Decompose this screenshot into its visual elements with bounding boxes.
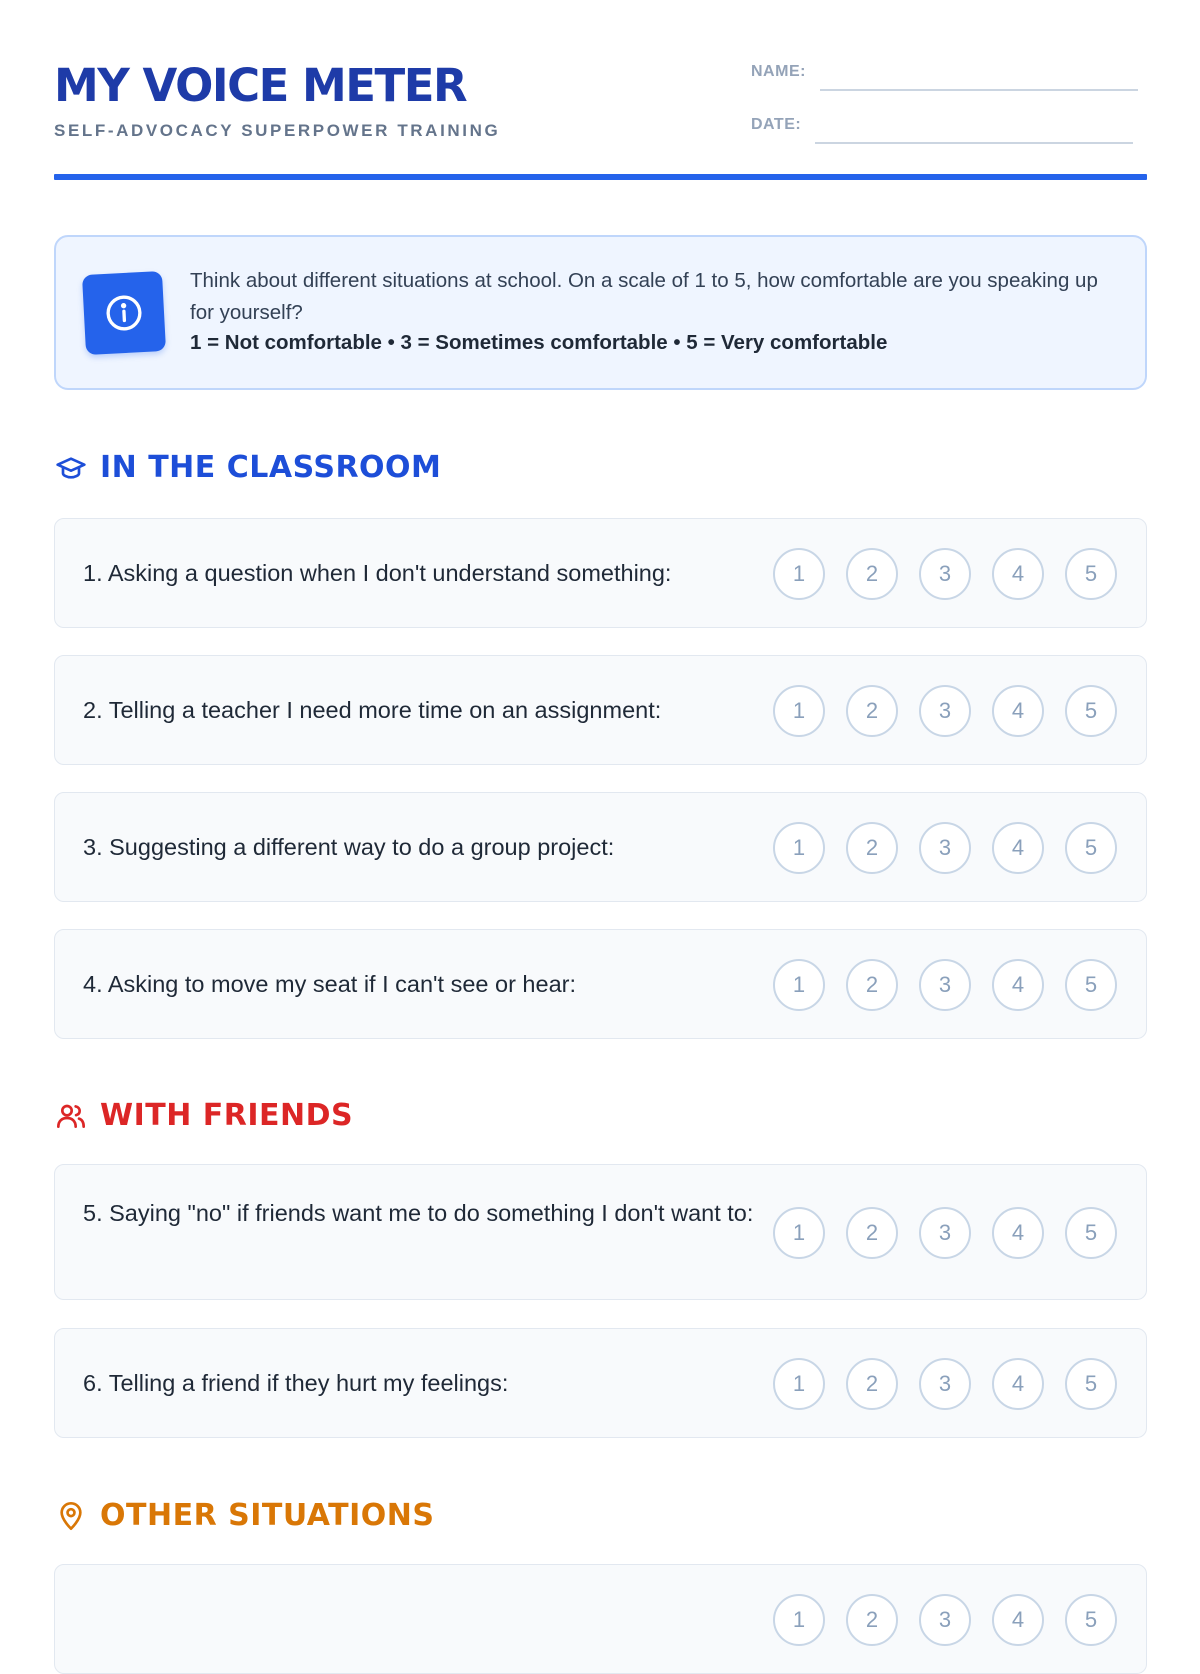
rating-option[interactable]: 4 — [992, 1207, 1044, 1259]
question-text: 5. Saying "no" if friends want me to do something I don't want to: — [83, 1193, 773, 1233]
rating-scale — [773, 685, 1117, 737]
rating-option[interactable]: 4 — [992, 959, 1044, 1011]
instructions-box — [54, 235, 1147, 390]
rating-option[interactable]: 2 — [846, 1207, 898, 1259]
rating-option[interactable]: 5 — [1065, 822, 1117, 874]
rating-option[interactable]: 1 — [773, 822, 825, 874]
rating-option[interactable]: 3 — [919, 959, 971, 1011]
rating-option[interactable]: 5 — [1065, 685, 1117, 737]
rating-option[interactable]: 3 — [919, 1207, 971, 1259]
rating-option[interactable]: 2 — [846, 1594, 898, 1646]
rating-scale — [773, 822, 1117, 874]
rating-option[interactable]: 5 — [1065, 1358, 1117, 1410]
name-field[interactable] — [751, 63, 1138, 81]
rating-option[interactable]: 5 — [1065, 548, 1117, 600]
rating-option[interactable]: 5 — [1065, 1207, 1117, 1259]
rating-option[interactable]: 1 — [773, 959, 825, 1011]
name-label: NAME: — [751, 63, 806, 81]
page-title: MY VOICE METER — [54, 60, 466, 112]
section-title-text: WITH FRIENDS — [100, 1098, 353, 1133]
map-pin-icon — [54, 1499, 88, 1533]
rating-scale — [773, 1207, 1117, 1259]
date-line[interactable] — [815, 142, 1133, 144]
section-title-friends — [54, 1098, 353, 1133]
rating-option[interactable]: 3 — [919, 685, 971, 737]
question-text: 4. Asking to move my seat if I can't see or hear: — [83, 964, 773, 1004]
question-text: 1. Asking a question when I don't understand something: — [83, 553, 773, 593]
question-card — [54, 1564, 1147, 1674]
rating-option[interactable]: 4 — [992, 1358, 1044, 1410]
name-line[interactable] — [820, 89, 1138, 91]
question-card — [54, 1164, 1147, 1300]
rating-option[interactable]: 5 — [1065, 1594, 1117, 1646]
rating-option[interactable]: 2 — [846, 1358, 898, 1410]
rating-option[interactable]: 3 — [919, 1594, 971, 1646]
rating-option[interactable]: 1 — [773, 548, 825, 600]
section-title-other — [54, 1498, 435, 1533]
rating-option[interactable]: 1 — [773, 685, 825, 737]
rating-option[interactable]: 1 — [773, 1358, 825, 1410]
rating-scale — [773, 959, 1117, 1011]
rating-option[interactable]: 3 — [919, 822, 971, 874]
header-divider — [54, 174, 1147, 180]
date-field[interactable] — [751, 116, 1133, 134]
info-icon — [82, 271, 166, 355]
scale-legend: 1 = Not comfortable • 3 = Sometimes comfortable • 5 = Very comfortable — [190, 331, 887, 355]
date-label: DATE: — [751, 116, 801, 134]
question-card — [54, 518, 1147, 628]
rating-option[interactable]: 4 — [992, 685, 1044, 737]
rating-scale — [773, 548, 1117, 600]
rating-option[interactable]: 4 — [992, 822, 1044, 874]
question-card — [54, 1328, 1147, 1438]
section-title-classroom — [54, 450, 441, 485]
rating-option[interactable]: 3 — [919, 548, 971, 600]
rating-option[interactable]: 2 — [846, 685, 898, 737]
instructions-text: Think about different situations at school. On a scale of 1 to 5, how comfortable are you speaking up for yourself? — [190, 265, 1120, 329]
question-text: 2. Telling a teacher I need more time on an assignment: — [83, 690, 773, 730]
header — [54, 0, 1147, 181]
rating-option[interactable]: 2 — [846, 959, 898, 1011]
section-title-text: OTHER SITUATIONS — [100, 1498, 435, 1533]
question-card — [54, 792, 1147, 902]
users-icon — [54, 1099, 88, 1133]
rating-option[interactable]: 4 — [992, 548, 1044, 600]
rating-option[interactable]: 5 — [1065, 959, 1117, 1011]
rating-option[interactable]: 3 — [919, 1358, 971, 1410]
question-card — [54, 929, 1147, 1039]
question-text: 6. Telling a friend if they hurt my feelings: — [83, 1363, 773, 1403]
question-text: 3. Suggesting a different way to do a group project: — [83, 827, 773, 867]
rating-option[interactable]: 2 — [846, 822, 898, 874]
rating-scale — [773, 1594, 1117, 1646]
graduation-cap-icon — [54, 451, 88, 485]
rating-option[interactable]: 1 — [773, 1207, 825, 1259]
rating-option[interactable]: 1 — [773, 1594, 825, 1646]
question-card — [54, 655, 1147, 765]
rating-option[interactable]: 2 — [846, 548, 898, 600]
rating-option[interactable]: 4 — [992, 1594, 1044, 1646]
section-title-text: IN THE CLASSROOM — [100, 450, 441, 485]
page-subtitle: SELF-ADVOCACY SUPERPOWER TRAINING — [54, 121, 500, 141]
rating-scale — [773, 1358, 1117, 1410]
